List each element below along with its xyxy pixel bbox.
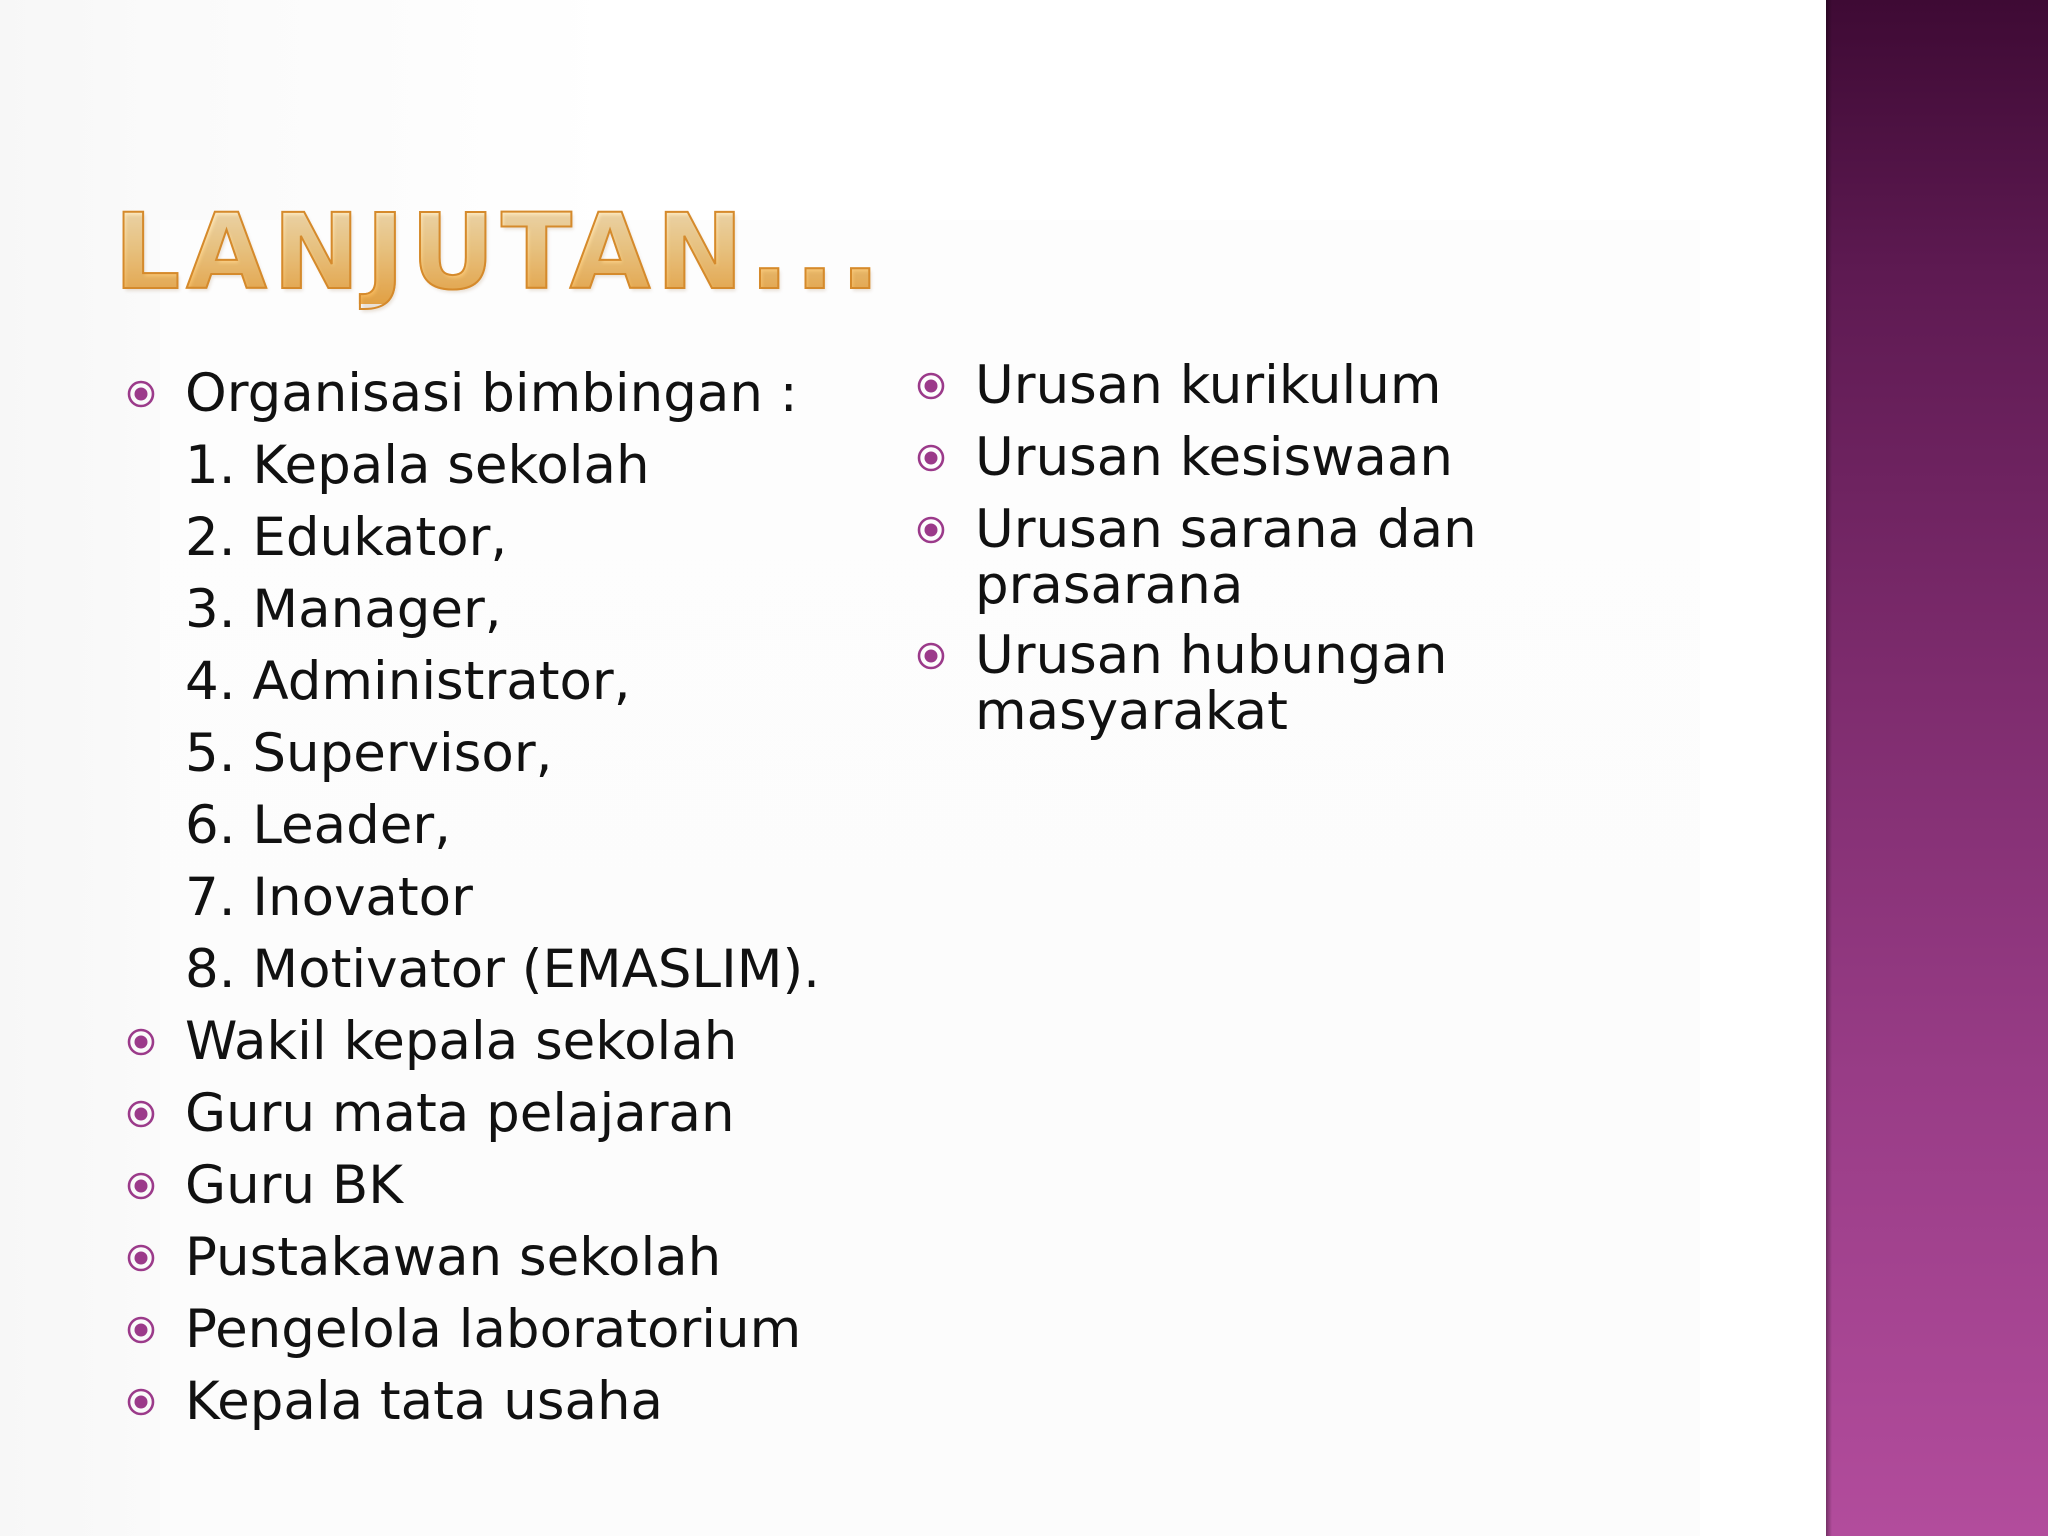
list-item-label: Urusan sarana dan prasarana	[975, 499, 1477, 616]
list-item	[916, 355, 1536, 416]
list-item-label: Urusan hubungan masyarakat	[975, 625, 1448, 742]
list-item	[126, 1078, 906, 1150]
circled-dot-bullet-icon	[126, 1387, 156, 1417]
decorative-side-band	[1826, 0, 2048, 1536]
sub-list-item: 1. Kepala sekolah	[185, 435, 650, 496]
list-item	[916, 625, 1536, 742]
list-item-label: Pustakawan sekolah	[185, 1227, 722, 1288]
list-item-label: Urusan kurikulum	[975, 355, 1442, 416]
list-item	[916, 427, 1536, 488]
list-item-label: Wakil kepala sekolah	[185, 1011, 738, 1072]
side-band-shadow	[1826, 0, 1832, 1536]
list-item	[916, 499, 1536, 616]
list-item-organisasi-bimbingan	[126, 358, 906, 1006]
right-bullet-list	[916, 355, 1536, 754]
circled-dot-bullet-icon	[126, 1315, 156, 1345]
numbered-sub-list	[185, 430, 906, 1006]
slide-title: LANJUTAN...	[114, 191, 886, 313]
list-item	[126, 1006, 906, 1078]
circled-dot-bullet-icon	[126, 1171, 156, 1201]
list-item-label: Organisasi bimbingan :	[185, 363, 798, 424]
circled-dot-bullet-icon	[916, 515, 946, 545]
sub-list-item: 2. Edukator,	[185, 507, 508, 568]
list-item-label: Pengelola laboratorium	[185, 1299, 802, 1360]
list-item	[126, 1222, 906, 1294]
circled-dot-bullet-icon	[126, 379, 156, 409]
list-item-label: Guru BK	[185, 1155, 404, 1216]
sub-list-item: 3. Manager,	[185, 579, 502, 640]
circled-dot-bullet-icon	[126, 1243, 156, 1273]
list-item	[126, 1150, 906, 1222]
left-bullet-list	[126, 358, 906, 1438]
list-item-label: Urusan kesiswaan	[975, 427, 1453, 488]
circled-dot-bullet-icon	[916, 371, 946, 401]
sub-list-item: 8. Motivator (EMASLIM).	[185, 939, 820, 1000]
sub-list-item: 5. Supervisor,	[185, 723, 553, 784]
circled-dot-bullet-icon	[916, 443, 946, 473]
sub-list-item: 7. Inovator	[185, 867, 473, 928]
circled-dot-bullet-icon	[126, 1099, 156, 1129]
sub-list-item: 4. Administrator,	[185, 651, 631, 712]
list-item	[126, 1294, 906, 1366]
circled-dot-bullet-icon	[916, 641, 946, 671]
list-item	[126, 1366, 906, 1438]
sub-list-item: 6. Leader,	[185, 795, 451, 856]
list-item-label: Guru mata pelajaran	[185, 1083, 735, 1144]
circled-dot-bullet-icon	[126, 1027, 156, 1057]
list-item-label: Kepala tata usaha	[185, 1371, 664, 1432]
